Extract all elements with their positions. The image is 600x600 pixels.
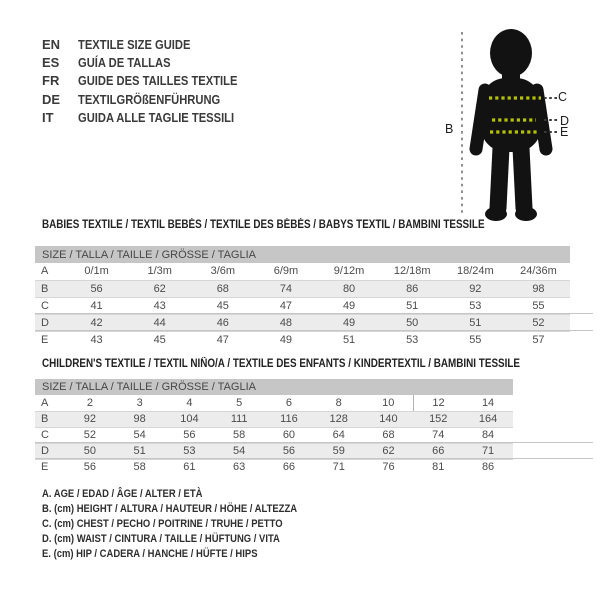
size-header-row [35,246,570,263]
size-cell: 56 [264,443,314,459]
table-row-C [35,297,570,314]
size-cell: 14 [463,395,513,411]
size-cell: 44 [128,314,191,331]
legend-text: A. AGE / EDAD / ÂGE / ALTER / ETÀ [42,488,203,500]
legend-row [42,488,339,503]
size-cell: 98 [507,280,570,297]
size-cell: 74 [254,280,317,297]
divider-line [35,313,593,314]
size-header-label: SIZE / TALLA / TAILLE / GRÖSSE / TAGLIA [35,379,513,395]
table-row-E [35,459,513,475]
size-cell: 66 [413,443,463,459]
size-cell: 42 [65,314,128,331]
row-label: E [41,461,49,474]
row-label: A [35,263,65,280]
legend-row [42,503,339,518]
size-cell: 8 [314,395,364,411]
babies-table-title [42,219,557,231]
size-cell: 116 [264,411,314,427]
size-cell: 10 [364,395,414,411]
size-cell: 6 [264,395,314,411]
size-cell: 6/9m [254,263,317,280]
row-label: C [35,427,65,443]
size-cell: 5 [214,395,264,411]
row-label: B [35,280,65,297]
language-code: ES [42,54,60,70]
size-cell: 71 [463,443,513,459]
language-row [42,53,263,71]
babies-table-title-text: BABIES TEXTILE / TEXTIL BEBÉS / TEXTILE DES BÉBÉS / BABYS TEXTIL / BAMBINI TESSILE [42,219,485,231]
language-code: EN [42,36,61,52]
size-cell: 43 [128,297,191,314]
language-code: FR [42,73,60,89]
size-cell: 24/36m [507,263,570,280]
size-cell: 62 [128,280,191,297]
legend-text: E. (cm) HIP / CADERA / HANCHE / HÜFTE / HIPS [42,547,258,560]
size-cell: 49 [279,333,293,346]
size-cell: 53 [165,443,215,459]
size-cell: 98 [115,411,165,427]
size-header-row [35,379,513,395]
size-cell: 71 [332,461,345,474]
size-cell: 55 [507,297,570,314]
size-cell: 9/12m [318,263,381,280]
size-cell: 68 [191,280,254,297]
divider-line [35,330,593,331]
table-row-E [35,331,570,348]
language-row [42,90,263,108]
row-label: A [35,395,65,411]
size-cell: 92 [444,280,507,297]
children-table-title-text: CHILDREN'S TEXTILE / TEXTIL NIÑO/A / TEXTILE DES ENFANTS / KINDERTEXTIL / BAMBINI TESSILE [42,358,521,370]
legend-row [42,518,339,533]
table-row-B [35,411,513,427]
language-row [42,72,263,90]
size-cell: 52 [65,427,115,443]
size-cell: 51 [115,443,165,459]
language-row [42,35,263,53]
size-cell: 80 [318,280,381,297]
row-label: D [35,443,65,459]
size-cell: 53 [444,297,507,314]
size-cell: 81 [432,461,445,474]
size-cell: 47 [216,333,229,346]
child-silhouette [476,29,546,221]
language-label: TEXTILE SIZE GUIDE [78,36,191,52]
size-cell: 76 [382,461,395,474]
size-cell: 68 [364,427,414,443]
size-cell: 56 [65,280,128,297]
size-cell: 52 [507,314,570,331]
size-cell: 62 [364,443,414,459]
size-cell: 50 [65,443,115,459]
size-cell: 66 [282,461,296,474]
language-list [42,35,263,126]
table-row-A [35,395,513,411]
size-cell: 12 [413,395,463,411]
size-cell: 51 [342,333,356,346]
size-cell: 51 [381,297,444,314]
size-cell: 2 [65,395,115,411]
height-measure-label: B [445,122,454,136]
table-row-D [35,443,513,459]
size-cell: 53 [406,333,419,346]
row-label: B [35,411,65,427]
language-label: TEXTILGRÖßENFÜHRUNG [78,91,221,107]
size-cell: 61 [183,461,196,474]
size-cell: 104 [165,411,215,427]
table-row-A [35,263,570,280]
table-row-C [35,427,513,443]
row-label: D [35,314,65,331]
size-cell: 111 [214,411,264,427]
size-cell: 164 [463,411,513,427]
size-cell: 58 [133,461,146,474]
waist-measure-label: D [560,114,570,128]
size-cell: 12/18m [381,263,444,280]
size-cell: 1/3m [128,263,191,280]
size-cell: 51 [444,314,507,331]
size-cell: 60 [264,427,314,443]
size-cell: 48 [254,314,317,331]
legend-text: C. (cm) CHEST / PECHO / POITRINE / TRUHE / PETTO [42,517,283,530]
language-row [42,108,263,126]
size-cell: 63 [233,461,246,474]
row-label: E [41,333,49,346]
language-label: GUÍA DE TALLAS [78,54,171,70]
size-cell: 45 [153,333,166,346]
child-measurement-figure [440,22,590,227]
divider-line [35,442,593,443]
size-cell: 86 [381,280,444,297]
row-label: C [35,297,65,314]
size-cell: 45 [191,297,254,314]
size-cell: 56 [83,461,96,474]
size-cell: 54 [214,443,264,459]
size-cell: 43 [90,333,103,346]
legend-row [42,533,339,548]
legend-row [42,548,339,563]
size-cell: 92 [65,411,115,427]
size-cell: 58 [214,427,264,443]
measurement-legend [42,488,339,562]
language-code: DE [42,91,61,107]
babies-size-table [35,246,570,348]
size-cell: 49 [318,297,381,314]
language-code: IT [42,109,54,125]
table-row-B [35,280,570,297]
divider-line [35,458,593,459]
size-cell: 3/6m [191,263,254,280]
legend-text: D. (cm) WAIST / CINTURA / TAILLE / HÜFTUNG / VITA [42,532,280,545]
size-cell: 64 [314,427,364,443]
children-table-title [42,358,598,370]
language-label: GUIDE DES TAILLES TEXTILE [78,73,238,89]
size-cell: 140 [364,411,414,427]
chest-measure-label: C [558,90,568,104]
size-cell: 57 [532,333,545,346]
size-cell: 54 [115,427,165,443]
size-cell: 59 [314,443,364,459]
size-cell: 0/1m [65,263,128,280]
size-cell: 49 [318,314,381,331]
size-cell: 84 [463,427,513,443]
size-cell: 4 [165,395,215,411]
size-cell: 3 [115,395,165,411]
size-cell: 56 [165,427,215,443]
size-cell: 55 [469,333,482,346]
size-cell: 86 [481,461,495,474]
language-label: GUIDA ALLE TAGLIE TESSILI [78,109,235,125]
size-cell: 41 [65,297,128,314]
children-size-table [35,379,513,475]
hip-measure-label: E [560,125,569,139]
size-header-label: SIZE / TALLA / TAILLE / GRÖSSE / TAGLIA [35,246,570,263]
size-cell: 128 [314,411,364,427]
size-cell: 74 [413,427,463,443]
size-cell: 18/24m [444,263,507,280]
size-cell: 152 [413,411,463,427]
legend-text: B. (cm) HEIGHT / ALTURA / HAUTEUR / HÖHE / ALTEZZA [42,502,298,515]
table-row-D [35,314,570,331]
size-cell: 47 [254,297,317,314]
size-cell: 50 [381,314,444,331]
size-cell: 46 [191,314,254,331]
